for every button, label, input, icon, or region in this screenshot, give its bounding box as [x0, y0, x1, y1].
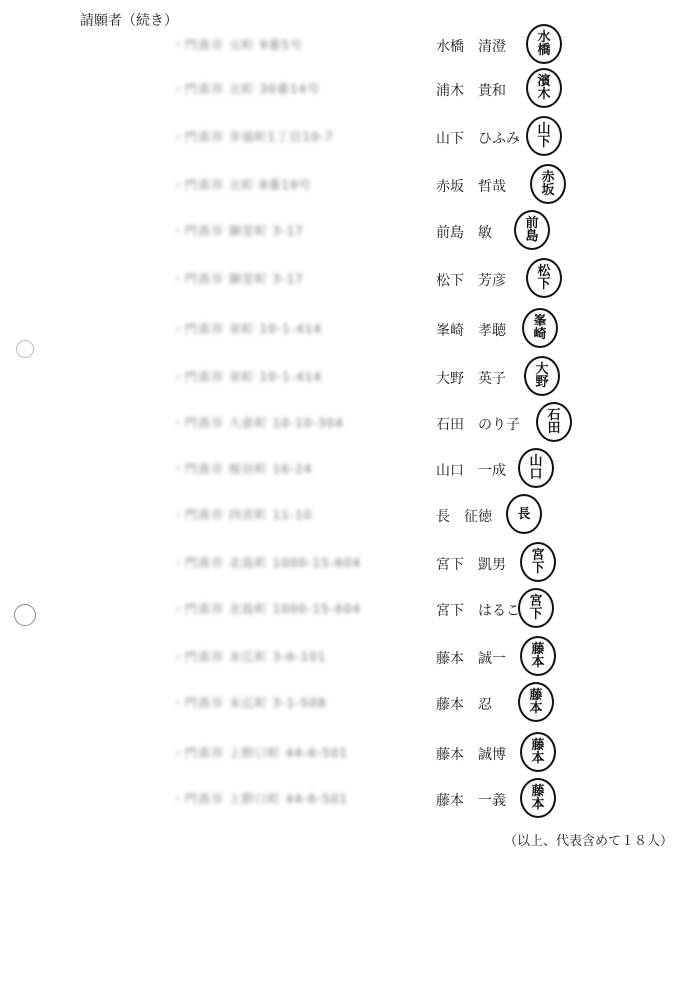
petitioner-row: [0, 450, 700, 494]
hanko-seal-icon: [520, 636, 556, 676]
hanko-seal-icon: [536, 402, 572, 442]
petitioner-name: 赤坂 哲哉: [436, 179, 506, 195]
hanko-seal-icon: [518, 682, 554, 722]
hanko-seal-icon: [526, 68, 562, 108]
page-header: 請願者（続き）: [80, 13, 178, 29]
petitioner-name: 石田 のり子: [436, 417, 520, 433]
petitioner-name: 宮下 凱男: [436, 557, 506, 573]
petitioner-row: [0, 638, 700, 682]
redacted-address: ・門真市 御堂町 3-17: [172, 272, 304, 286]
petitioner-name: 峯崎 孝聴: [436, 323, 506, 339]
hanko-seal-icon: [524, 356, 560, 396]
petitioner-row: [0, 684, 700, 728]
petitioner-row: [0, 404, 700, 448]
petitioner-row: [0, 590, 700, 634]
redacted-address: ・門真市 元町 30番14号: [172, 82, 321, 96]
seal-text: 藤本: [531, 784, 545, 812]
redacted-address: ・門真市 大倉町 10-10-304: [172, 416, 344, 430]
redacted-address: ・門真市 末広町 3-1-508: [172, 696, 327, 710]
seal-text: 濱木: [537, 74, 551, 102]
seal-text: 宮下: [529, 594, 543, 622]
petitioner-row: [0, 496, 700, 540]
seal-text: 山下: [537, 122, 551, 150]
petitioner-name: 藤本 一義: [436, 793, 506, 809]
petitioner-name: 宮下 はるこ: [436, 603, 520, 619]
petitioner-row: [0, 212, 700, 256]
redacted-address: ・門真市 御堂町 3-17: [172, 224, 304, 238]
hanko-seal-icon: [520, 732, 556, 772]
petitioner-row: [0, 734, 700, 778]
seal-text: 藤本: [531, 642, 545, 670]
petitioner-row: [0, 260, 700, 304]
redacted-address: ・門真市 上野口町 44-6-501: [172, 792, 349, 806]
hanko-seal-icon: [530, 164, 566, 204]
hanko-seal-icon: [526, 24, 562, 64]
total-count-note: （以上、代表含めて１８人）: [504, 834, 674, 849]
petitioner-row: [0, 358, 700, 402]
petitioner-name: 山下 ひふみ: [436, 131, 520, 147]
redacted-address: ・門真市 桜田町 16-24: [172, 462, 313, 476]
redacted-address: ・門真市 四宮町 11-10: [172, 508, 313, 522]
hanko-seal-icon: [518, 588, 554, 628]
petitioner-name: 藤本 忍: [436, 697, 492, 713]
redacted-address: ・門真市 栄町 10-1-414: [172, 370, 323, 384]
petitioner-name: 水橋 清澄: [436, 39, 506, 55]
petitioner-row: [0, 780, 700, 824]
petitioner-name: 藤本 誠一: [436, 651, 506, 667]
petitioner-name: 山口 一成: [436, 463, 506, 479]
petitioner-row: [0, 310, 700, 354]
hanko-seal-icon: [522, 308, 558, 348]
petitioner-row: [0, 26, 700, 70]
redacted-address: ・門真市 元町 8番19号: [172, 178, 312, 192]
petitioner-row: [0, 70, 700, 114]
hanko-seal-icon: [526, 116, 562, 156]
seal-text: 水橋: [537, 30, 551, 58]
redacted-address: ・門真市 北島町 1000-15-604: [172, 556, 362, 570]
hanko-seal-icon: [520, 778, 556, 818]
redacted-address: ・門真市 上野口町 44-6-501: [172, 746, 349, 760]
petitioner-name: 長 征徳: [436, 509, 492, 525]
petitioner-name: 松下 芳彦: [436, 273, 506, 289]
redacted-address: ・門真市 北島町 1000-15-604: [172, 602, 362, 616]
seal-text: 松下: [537, 264, 551, 292]
petitioner-name: 前島 敏: [436, 225, 492, 241]
petitioner-row: [0, 166, 700, 210]
hanko-seal-icon: [514, 210, 550, 250]
seal-text: 大野: [535, 362, 549, 390]
petitioner-row: [0, 544, 700, 588]
redacted-address: ・門真市 末広町 3-6-101: [172, 650, 327, 664]
petitioner-name: 大野 英子: [436, 371, 506, 387]
redacted-address: ・門真市 元町 9番5号: [172, 38, 303, 52]
seal-text: 藤本: [531, 738, 545, 766]
petitioner-name: 藤本 誠博: [436, 747, 506, 763]
seal-text: 赤坂: [541, 170, 555, 198]
seal-text: 石田: [547, 408, 561, 436]
redacted-address: ・門真市 幸福町1丁目10-7: [172, 130, 334, 144]
hanko-seal-icon: [506, 494, 542, 534]
seal-text: 藤本: [529, 688, 543, 716]
seal-text: 宮下: [531, 548, 545, 576]
seal-text: 峯崎: [533, 314, 547, 342]
hanko-seal-icon: [520, 542, 556, 582]
seal-text: 長: [517, 506, 531, 522]
petitioner-row: [0, 118, 700, 162]
redacted-address: ・門真市 栄町 10-1-414: [172, 322, 323, 336]
hanko-seal-icon: [518, 448, 554, 488]
seal-text: 前島: [525, 216, 539, 244]
petitioner-name: 浦木 貴和: [436, 83, 506, 99]
hanko-seal-icon: [526, 258, 562, 298]
seal-text: 山口: [529, 454, 543, 482]
